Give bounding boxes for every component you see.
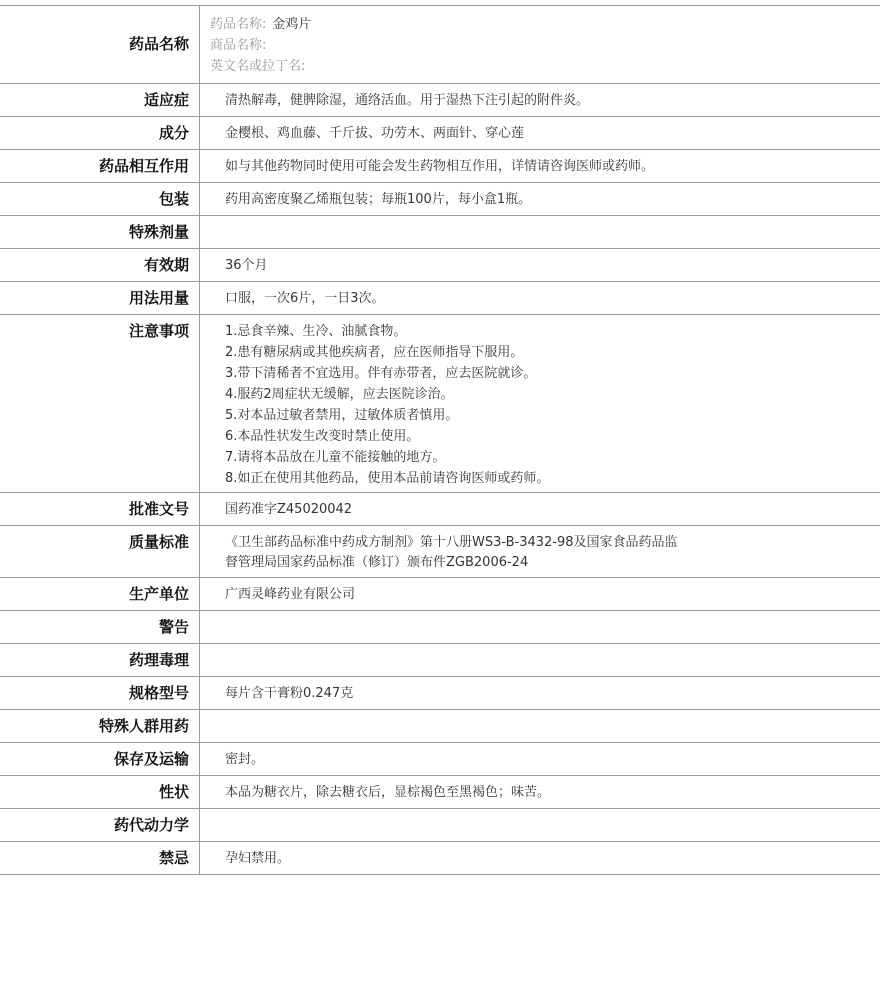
value-cell: [200, 842, 880, 875]
row-label: 药代动力学: [113, 816, 189, 834]
row-contraindications: [0, 842, 880, 875]
english-name-line: [210, 56, 880, 77]
value-cell: [200, 809, 880, 842]
list-item: 3.带下清稀者不宜选用。伴有赤带者，应去医院就诊。: [225, 366, 537, 381]
row-special-dosage: [0, 216, 880, 249]
row-label: 注意事项: [128, 322, 189, 340]
row-label: 禁忌: [158, 849, 189, 867]
row-label: 有效期: [143, 256, 189, 274]
row-value: 36个月: [225, 258, 268, 273]
row-usage: [0, 282, 880, 315]
row-value: [200, 710, 880, 716]
row-value: 广西灵峰药业有限公司: [225, 587, 356, 602]
label-cell: [0, 315, 200, 493]
row-value: [200, 611, 880, 617]
row-value: 口服，一次6片，一日3次。: [225, 291, 385, 306]
row-label: 质量标准: [128, 533, 189, 551]
row-label: 用法用量: [128, 289, 189, 307]
row-value: 如与其他药物同时使用可能会发生药物相互作用，详情请咨询医师或药师。: [225, 159, 655, 174]
label-cell: [0, 493, 200, 526]
label-cell: [0, 6, 200, 84]
row-label: 特殊剂量: [128, 223, 189, 241]
row-value: 国药准字Z45020042: [225, 502, 353, 517]
value-cell: [200, 578, 880, 611]
label-cell: [0, 842, 200, 875]
value-cell: [200, 216, 880, 249]
row-value: 本品为糖衣片，除去糖衣后，显棕褐色至黑褐色；味苦。: [225, 785, 551, 800]
english-name-key: 英文名或拉丁名:: [210, 59, 306, 74]
row-appearance: [0, 776, 880, 809]
row-ingredients: [0, 117, 880, 150]
quality-standard-block: [200, 526, 880, 573]
label-cell: [0, 282, 200, 315]
value-cell: [200, 282, 880, 315]
generic-name-value: 金鸡片: [272, 17, 312, 32]
value-cell: [200, 526, 880, 578]
row-drug-name: [0, 6, 880, 84]
row-label: 生产单位: [128, 585, 189, 603]
label-cell: [0, 249, 200, 282]
row-value: 孕妇禁用。: [225, 851, 291, 866]
label-cell: [0, 150, 200, 183]
value-cell: [200, 315, 880, 493]
label-cell: [0, 644, 200, 677]
row-label: 药品相互作用: [98, 157, 189, 175]
list-item: 6.本品性状发生改变时禁止使用。: [225, 429, 420, 444]
value-cell: [200, 743, 880, 776]
row-value: 密封。: [225, 752, 265, 767]
generic-name-line: [210, 14, 880, 35]
value-cell: [200, 611, 880, 644]
row-label: 适应症: [143, 91, 189, 109]
label-cell: [0, 117, 200, 150]
row-pharmacology: [0, 644, 880, 677]
list-item: 8.如正在使用其他药品，使用本品前请咨询医师或药师。: [225, 471, 550, 486]
value-cell: [200, 84, 880, 117]
row-pharmacokinetics: [0, 809, 880, 842]
label-cell: [0, 743, 200, 776]
label-cell: [0, 216, 200, 249]
row-special-population: [0, 710, 880, 743]
trade-name-key: 商品名称:: [210, 38, 267, 53]
row-label: 成分: [158, 124, 189, 142]
row-value: 清热解毒，健脾除湿，通络活血。用于湿热下注引起的附件炎。: [225, 93, 590, 108]
drug-spec-table: [0, 5, 880, 875]
row-specification: [0, 677, 880, 710]
quality-line: 《卫生部药品标准中药成方制剂》第十八册WS3-B-3432-98及国家食品药品监: [225, 535, 678, 550]
row-label: 警告: [158, 618, 189, 636]
row-value: 每片含干膏粉0.247克: [225, 686, 354, 701]
row-quality-standard: [0, 526, 880, 578]
list-item: 1.忌食辛辣、生冷、油腻食物。: [225, 324, 407, 339]
list-item: 2.患有糖尿病或其他疾病者，应在医师指导下服用。: [225, 345, 524, 360]
row-label: 保存及运输: [113, 750, 189, 768]
row-interactions: [0, 150, 880, 183]
precautions-list: [200, 315, 880, 489]
row-precautions: [0, 315, 880, 493]
quality-line: 督管理局国家药品标准（修订）颁布件ZGB2006-24: [225, 555, 529, 570]
list-item: 7.请将本品放在儿童不能接触的地方。: [225, 450, 446, 465]
row-value: [200, 216, 880, 222]
label-cell: [0, 677, 200, 710]
label-cell: [0, 710, 200, 743]
row-label: 药品名称: [128, 35, 189, 53]
row-value: 药用高密度聚乙烯瓶包装；每瓶100片，每小盒1瓶。: [225, 192, 532, 207]
label-cell: [0, 183, 200, 216]
row-label: 包装: [158, 190, 189, 208]
label-cell: [0, 611, 200, 644]
row-approval-number: [0, 493, 880, 526]
value-cell: [200, 117, 880, 150]
row-shelf-life: [0, 249, 880, 282]
label-cell: [0, 578, 200, 611]
row-label: 性状: [158, 783, 189, 801]
value-cell: [200, 249, 880, 282]
row-indications: [0, 84, 880, 117]
row-warning: [0, 611, 880, 644]
trade-name-line: [210, 35, 880, 56]
label-cell: [0, 776, 200, 809]
label-cell: [0, 526, 200, 578]
row-storage: [0, 743, 880, 776]
value-cell: [200, 776, 880, 809]
row-packaging: [0, 183, 880, 216]
value-cell: [200, 183, 880, 216]
value-cell: [200, 150, 880, 183]
drug-name-block: [200, 6, 880, 77]
row-value: [200, 809, 880, 815]
row-value: 金樱根、鸡血藤、千斤拔、功劳木、两面针、穿心莲: [225, 126, 525, 141]
row-value: [200, 644, 880, 650]
value-cell: [200, 677, 880, 710]
generic-name-key: 药品名称:: [210, 17, 267, 32]
row-manufacturer: [0, 578, 880, 611]
value-cell: [200, 644, 880, 677]
label-cell: [0, 84, 200, 117]
row-label: 规格型号: [128, 684, 189, 702]
label-cell: [0, 809, 200, 842]
list-item: 5.对本品过敏者禁用，过敏体质者慎用。: [225, 408, 459, 423]
value-cell: [200, 493, 880, 526]
row-label: 药理毒理: [128, 651, 189, 669]
list-item: 4.服药2周症状无缓解，应去医院诊治。: [225, 387, 454, 402]
row-label: 特殊人群用药: [98, 717, 189, 735]
value-cell: [200, 6, 880, 84]
value-cell: [200, 710, 880, 743]
row-label: 批准文号: [128, 500, 189, 518]
